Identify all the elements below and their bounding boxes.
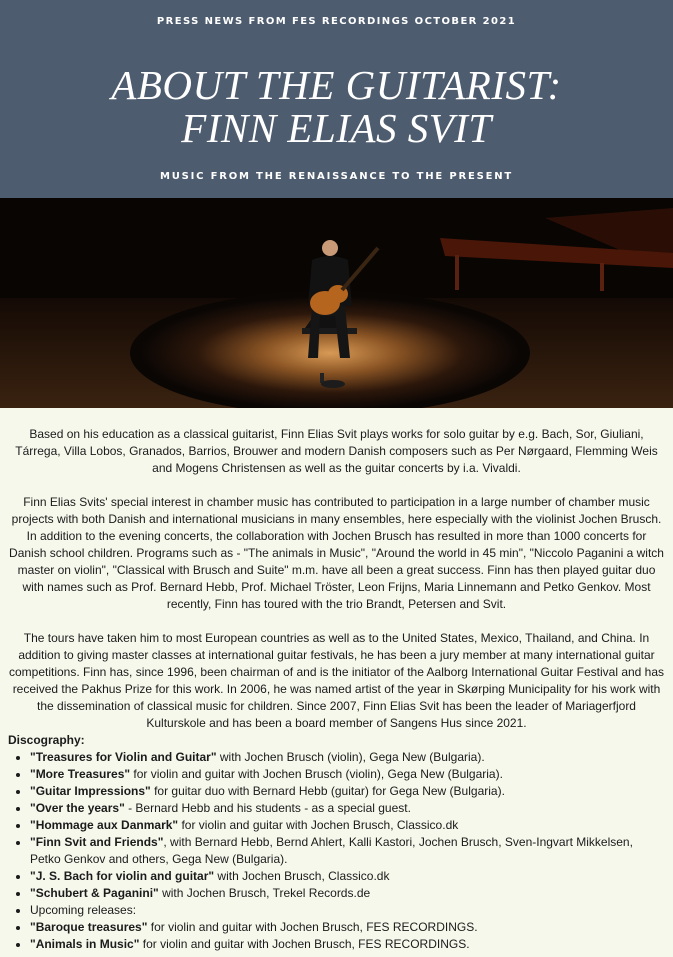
list-item: • "Hommage aux Danmark" for violin and guitar with Jochen Brusch, Classico.dk: [30, 817, 665, 834]
list-item: • "Guitar Impressions" for guitar duo with Bernard Hebb (guitar) for Gega New (Bulgaria).: [30, 783, 665, 800]
header-banner: [0, 0, 673, 198]
page-subtitle: MUSIC FROM THE RENAISSANCE TO THE PRESENT: [159, 171, 514, 182]
concert-stage-image: [0, 198, 673, 408]
list-item: • "Treasures for Violin and Guitar" with Jochen Brusch (violin), Gega New (Bulgaria).: [30, 749, 665, 766]
list-item: • "Over the years" - Bernard Hebb and his students - as a special guest.: [30, 800, 665, 817]
list-item: • "More Treasures" for violin and guitar with Jochen Brusch (violin), Gega New (Bulgaria).: [30, 766, 665, 783]
page-title: [0, 64, 673, 150]
article-body: [0, 408, 673, 953]
list-item: • Upcoming releases:: [30, 902, 665, 919]
list-item: • "Animals in Music" for violin and guitar with Jochen Brusch, FES RECORDINGS.: [30, 936, 665, 953]
guitarist-photo: [0, 198, 673, 408]
list-item: • "Baroque treasures" for violin and guitar with Jochen Brusch, FES RECORDINGS.: [30, 919, 665, 936]
discography-heading: Discography:: [8, 733, 85, 747]
press-kicker: PRESS NEWS FROM FES RECORDINGS OCTOBER 2021: [156, 16, 517, 27]
bio-paragraph-3: The tours have taken him to most European countries as well as to the United States, Mexico, Thailand, and China. In addition to giving master classes at international guitar festivals, he has been a jury member at many international guitar competitions. Finn has, since 1996, been chairman of and is the initiator of the Aalborg International Guitar Festival and has received the Pakhus Prize for this work. In 2006, he was named artist of the year in Skørping Municipality for his work with the dissemination of classical music for children. Since 2007, Finn Elias Svit has been the leader of Mariagerfjord Kulturskole and has been a board member of Sangens Hus since 2021.: [8, 631, 665, 730]
title-line-2: FINN ELIAS SVIT: [181, 105, 492, 151]
bio-paragraph-2: Finn Elias Svits' special interest in chamber music has contributed to participation in a large number of chamber music projects with both Danish and international musicians in many ensembles, here especially with the violinist Jochen Brusch. In addition to the evening concerts, the collaboration with Jochen Brusch has resulted in more than 1000 concerts for Danish school children. Programs such as - "The animals in Music", "Around the world in 45 min", "Niccolo Paganini a witch master on violin", "Classical with Brusch and Suite" m.m. have all been a great success. Finn has then played guitar duo with names such as Prof. Bernard Hebb, Prof. Michael Tröster, Leon Frijns, Maria Linnemann and Petko Genkov. Most recently, Finn has toured with the trio Brandt, Petersen and Svit.: [9, 495, 664, 611]
title-line-1: ABOUT THE GUITARIST:: [111, 62, 562, 108]
bio-paragraph-1: Based on his education as a classical guitarist, Finn Elias Svit plays works for solo guitar by e.g. Bach, Sor, Giuliani, Tárrega, Villa Lobos, Granados, Barrios, Brouwer and modern Danish composers such as Per Nørgaard, Flemming Weis and Mogens Christensen as well as the guitar concerts by i.a. Vivaldi.: [15, 427, 658, 475]
list-item: • "J. S. Bach for violin and guitar" with Jochen Brusch, Classico.dk: [30, 868, 665, 885]
list-item: • "Schubert & Paganini" with Jochen Brusch, Trekel Records.de: [30, 885, 665, 902]
discography-list: [8, 749, 665, 953]
list-item: • "Finn Svit and Friends", with Bernard Hebb, Bernd Ahlert, Kalli Kastori, Jochen Brusch, Sven-Ingvart Mikkelsen, Petko Genkov and others, Gega New (Bulgaria).: [30, 834, 665, 868]
